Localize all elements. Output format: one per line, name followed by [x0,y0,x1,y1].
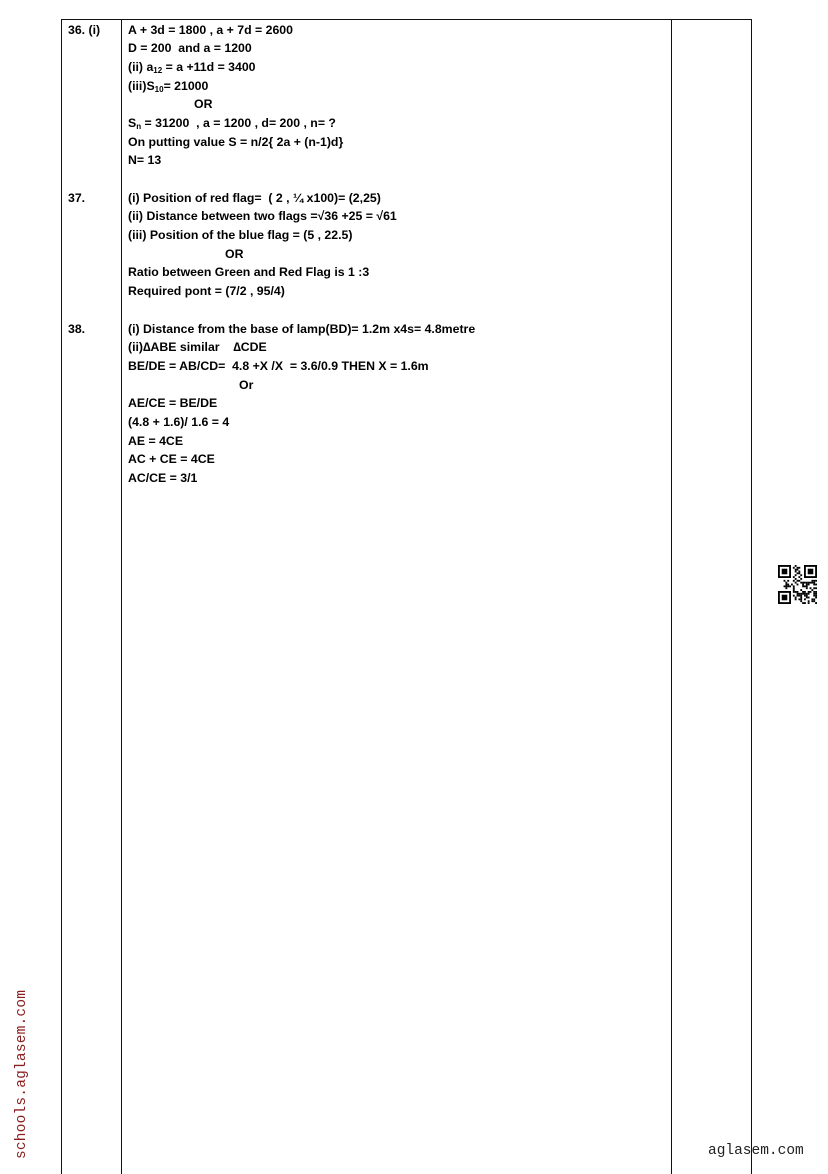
answer-text: AE/CE = BE/DE [128,396,218,411]
answer-line [128,320,668,339]
answer-text: AC/CE = 3/1 [128,471,198,485]
table-border-left [61,19,62,1174]
answer-line [128,282,668,301]
answer-block [128,21,668,171]
answer-text: = 21000 [163,78,209,93]
qr-code-icon [778,565,817,604]
answer-text: (4.8 + 1.6)/ 1.6 = 4 [128,414,230,429]
answer-text: OR [225,246,244,261]
subscript: 12 [153,65,163,75]
answer-text: N= 13 [128,153,162,168]
answer-text: = 31200 , a = 1200 , d= 200 , n= ? [141,115,336,130]
answer-text: (i) Distance from the base of lamp(BD)= 1.2m x4s= 4.8metre [128,321,476,336]
answer-text: On putting value S = n/2{ 2a + (n-1)d} [128,134,344,149]
answer-text: OR [194,97,213,112]
spacer [128,488,668,507]
table-border-right [751,19,752,1174]
answer-line [128,207,668,226]
answer-column [128,21,668,507]
answer-text: (ii) a [128,59,154,74]
answer-line [128,77,668,96]
subscript: n [136,121,142,131]
answer-text: Or [239,377,254,392]
spacer [128,301,668,320]
answer-line [128,95,668,114]
answer-line [128,226,668,245]
answer-line [128,469,668,488]
answer-text: (iii) Position of the blue flag = (5 , 22.5) [128,228,353,243]
answer-text: A + 3d = 1800 , a + 7d = 2600 [128,22,293,37]
answer-line [128,151,668,170]
question-number: 36. (i) [68,22,101,37]
answer-line [128,133,668,152]
answer-text: Required pont = (7/2 , 95/4) [128,284,285,299]
answer-text: (iii)S [128,78,155,93]
answer-line [128,189,668,208]
table-divider-question [121,19,122,1174]
answer-line [128,338,668,357]
answer-line [128,413,668,432]
spacer [128,170,668,189]
answer-line [128,376,668,395]
answer-line [128,58,668,77]
answer-text: AE = 4CE [128,433,184,448]
subscript: 10 [154,84,164,94]
answer-text: (i) Position of red flag= ( 2 , ¼ x100)= (2,25) [128,190,381,205]
answer-text: Ratio between Green and Red Flag is 1 :3 [128,265,370,280]
answer-line [128,432,668,451]
question-number: 38. [68,321,86,336]
answer-text: S [128,115,137,130]
answer-text: AC + CE = 4CE [128,452,215,467]
answer-line [128,114,668,133]
answer-line [128,39,668,58]
table-divider-marks [671,19,672,1174]
watermark-schools-aglasem: schools.aglasem.com [14,989,30,1159]
answer-text: = a +11d = 3400 [162,59,256,74]
answer-block [128,320,668,488]
answer-block [128,189,668,301]
watermark-aglasem: aglasem.com [708,1143,804,1159]
question-number: 37. [68,190,86,205]
answer-text: (ii) Distance between two flags =√36 +25 = √61 [128,209,397,224]
answer-line [128,450,668,469]
answer-text: D = 200 and a = 1200 [128,41,252,56]
answer-line [128,357,668,376]
answer-line [128,21,668,40]
answer-line [128,394,668,413]
answer-text: (ii)∆ABE similar ∆CDE [128,340,267,355]
answer-text: BE/DE = AB/CD= 4.8 +X /X = 3.6/0.9 THEN X = 1.6m [128,358,429,373]
answer-line [128,245,668,264]
answer-line [128,263,668,282]
